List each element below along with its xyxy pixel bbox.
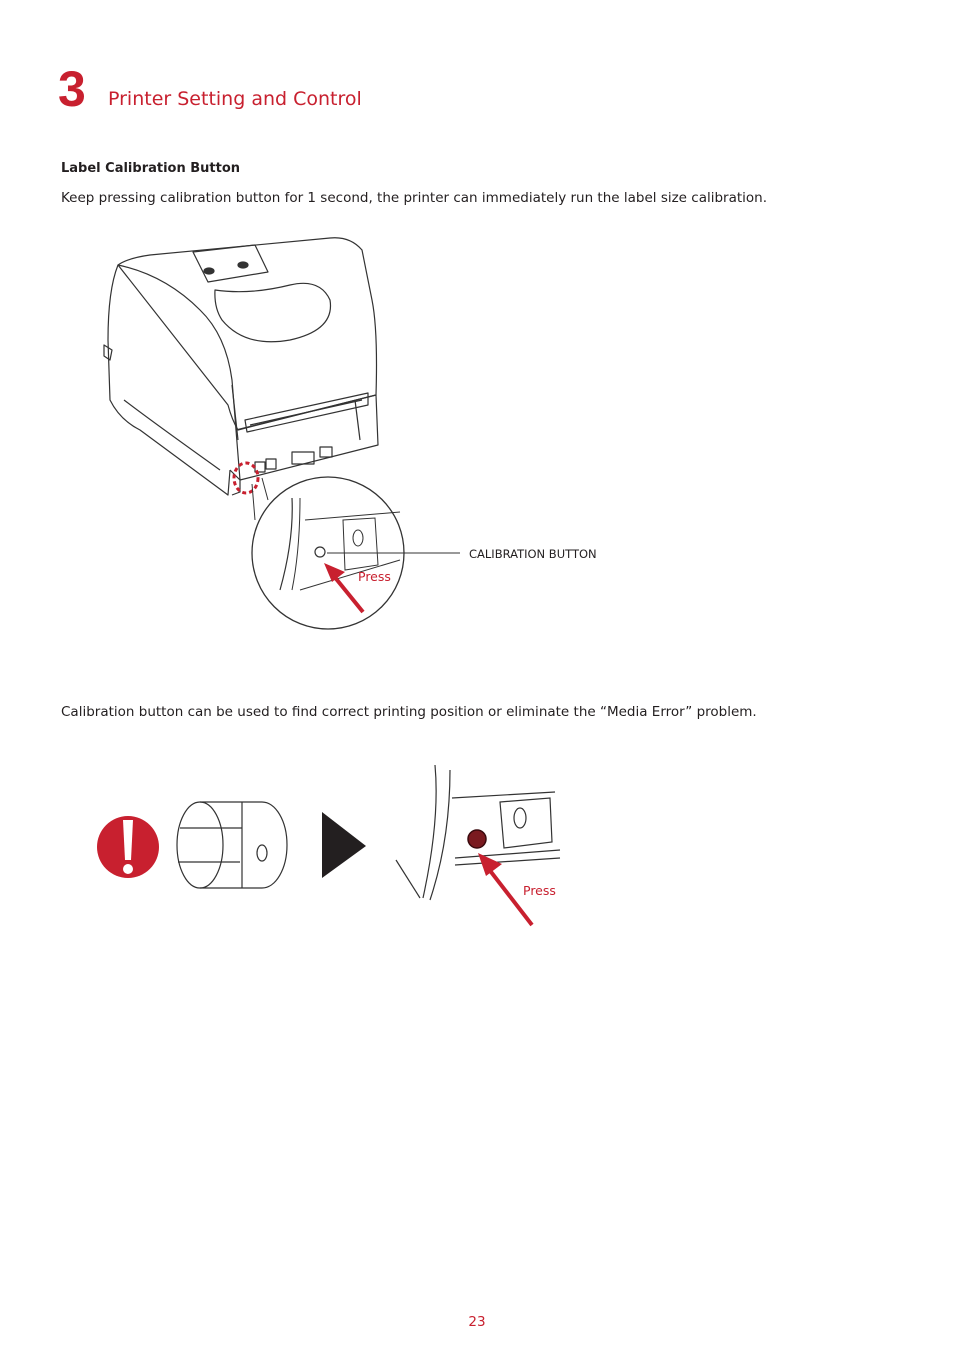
play-arrow-icon <box>322 812 366 878</box>
press-label: Press <box>358 569 391 584</box>
callout-label: CALIBRATION BUTTON <box>469 547 597 561</box>
label-roll-icon <box>177 802 287 888</box>
paragraph-calibration-usage: Keep pressing calibration button for 1 second, the printer can immediately run the label size calibration. <box>61 190 768 206</box>
warning-icon <box>97 816 159 878</box>
zoom-connector-line <box>252 484 255 520</box>
paragraph-media-error: Calibration button can be used to find correct printing position or eliminate the “Media Error” problem. <box>61 704 757 720</box>
calibration-button-pressed-icon <box>468 830 486 848</box>
chapter-title: Printer Setting and Control <box>108 88 362 110</box>
calibration-sequence-figure <box>0 740 954 960</box>
printer-illustration <box>104 238 378 495</box>
chapter-number: 3 <box>58 61 86 117</box>
calibration-button-icon <box>315 547 325 557</box>
page-number: 23 <box>468 1314 486 1330</box>
zoom-connector-line <box>262 478 268 500</box>
section-heading: Label Calibration Button <box>61 161 241 176</box>
press-label: Press <box>523 883 556 898</box>
